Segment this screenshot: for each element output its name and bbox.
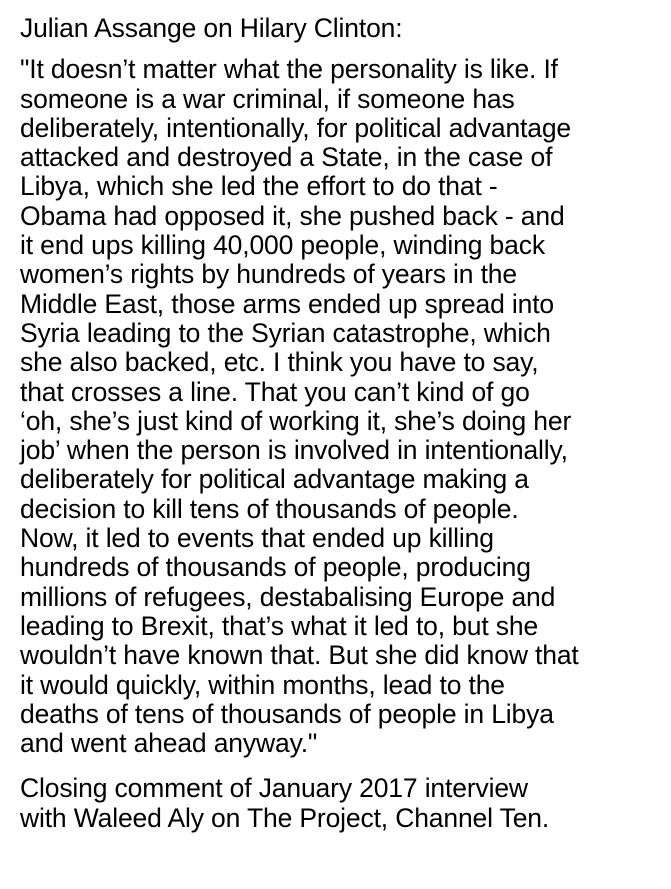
quote-line: deliberately, intentionally, for political advantage: [20, 112, 572, 143]
quote-line: women’s rights by hundreds of years in the: [20, 259, 517, 290]
source-line: with Waleed Aly on The Project, Channel Ten.: [20, 802, 550, 833]
document: [20, 14, 665, 833]
heading-block: [20, 14, 665, 43]
quote-line: Middle East, those arms ended up spread into: [20, 288, 555, 319]
quote-line: Syria leading to the Syrian catastrophe, which: [20, 317, 551, 348]
quote-line: it end ups killing 40,000 people, winding back: [20, 230, 545, 261]
quote-line: that crosses a line. That you can’t kind of go: [20, 376, 530, 407]
source-line: Closing comment of January 2017 interview: [20, 773, 528, 804]
quote-line: deliberately for political advantage making a: [20, 464, 529, 495]
quote-line: and went ahead anyway.": [20, 728, 318, 759]
heading: Julian Assange on Hilary Clinton:: [20, 13, 403, 43]
quote-line: Obama had opposed it, she pushed back - and: [20, 200, 565, 231]
quote-line: job’ when the person is involved in intentionally,: [20, 435, 568, 466]
quote-line: she also backed, etc. I think you have to say,: [20, 347, 539, 378]
quote-line: Libya, which she led the effort to do that -: [20, 171, 498, 202]
quote-line: leading to Brexit, that’s what it led to, but she: [20, 610, 539, 641]
quote-line: wouldn’t have known that. But she did know that: [20, 640, 579, 671]
quote-line: hundreds of thousands of people, producing: [20, 552, 531, 583]
quote-line: ‘oh, she’s just kind of working it, she’s doing her: [20, 405, 572, 436]
quote-line: deaths of tens of thousands of people in Libya: [20, 698, 554, 729]
quote-line: Now, it led to events that ended up killing: [20, 523, 494, 554]
source-attribution: [20, 774, 665, 833]
quote-paragraph: [20, 55, 665, 758]
quote-line: it would quickly, within months, lead to the: [20, 669, 505, 700]
quote-line: millions of refugees, destabalising Europe and: [20, 581, 556, 612]
quote-line: "It doesn’t matter what the personality is like. If: [20, 54, 558, 85]
quote-line: someone is a war criminal, if someone has: [20, 83, 515, 114]
quote-line: attacked and destroyed a State, in the case of: [20, 142, 553, 173]
quote-line: decision to kill tens of thousands of people.: [20, 493, 519, 524]
